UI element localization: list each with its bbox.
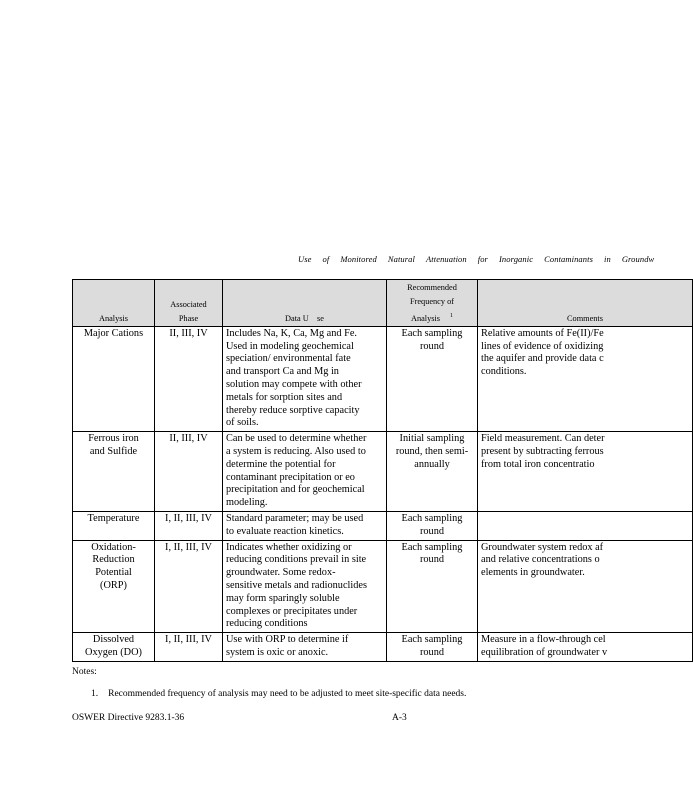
cell-line: Indicates whether oxidizing or xyxy=(226,541,352,553)
cell-line: round, then semi- xyxy=(395,445,469,457)
note-number: 1. xyxy=(91,689,99,699)
cell-line: Oxidation- xyxy=(91,541,136,553)
cell-frequency xyxy=(387,540,478,633)
cell-line: reducing conditions prevail in site xyxy=(226,554,367,566)
running-header-word: Inorganic xyxy=(498,254,534,264)
cell-data-use xyxy=(223,633,387,662)
cell-line: Reduction xyxy=(92,554,135,566)
cell-comments xyxy=(478,326,693,431)
cell-comments xyxy=(478,633,693,662)
cell-line: solution may compete with other xyxy=(226,378,362,390)
cell-data-use xyxy=(223,432,387,512)
cell-frequency xyxy=(387,432,478,512)
col-header-comments: Comments xyxy=(478,280,693,327)
note-text: Recommended frequency of analysis may need to be adjusted to meet site-specific data needs. xyxy=(108,689,467,699)
cell-line: (ORP) xyxy=(100,579,127,591)
cell-line: Measure in a flow-through cel xyxy=(481,634,606,646)
cell-line: Use with ORP to determine if xyxy=(226,634,349,646)
table-header-row xyxy=(73,280,693,327)
cell-line: from total iron concentratio xyxy=(481,458,595,470)
cell-phase: II, III, IV xyxy=(155,432,223,512)
cell-analysis xyxy=(73,540,155,633)
cell-line: to evaluate reaction kinetics. xyxy=(226,525,344,537)
cell-line: Includes Na, K, Ca, Mg and Fe. xyxy=(226,327,357,339)
cell-line: present by subtracting ferrous xyxy=(481,445,604,457)
footer-directive: OSWER Directive 9283.1-36 xyxy=(72,713,185,723)
cell-line: of soils. xyxy=(226,417,259,429)
cell-analysis xyxy=(73,511,155,540)
cell-line: precipitation and for geochemical xyxy=(226,484,365,496)
cell-line: Can be used to determine whether xyxy=(226,433,367,445)
parameters-table xyxy=(72,279,693,662)
table-row xyxy=(73,326,693,431)
cell-data-use xyxy=(223,540,387,633)
cell-line: Each sampling xyxy=(401,512,463,524)
running-header-word: Attenuation xyxy=(425,254,467,264)
cell-line: metals for sorption sites and xyxy=(226,391,343,403)
cell-line: Standard parameter; may be used xyxy=(226,512,364,524)
notes-label: Notes: xyxy=(72,667,97,677)
cell-line: the aquifer and provide data c xyxy=(481,353,604,365)
parameters-table-container xyxy=(72,279,618,658)
cell-phase: I, II, III, IV xyxy=(155,633,223,662)
cell-frequency xyxy=(387,511,478,540)
cell-line: Used in modeling geochemical xyxy=(226,340,354,352)
cell-frequency xyxy=(387,326,478,431)
cell-analysis xyxy=(73,633,155,662)
cell-line: conditions. xyxy=(481,366,527,378)
cell-data-use xyxy=(223,511,387,540)
cell-line: determine the potential for xyxy=(226,458,336,470)
cell-analysis xyxy=(73,326,155,431)
running-header-word: Use xyxy=(298,254,312,264)
running-header-word: for xyxy=(477,254,488,264)
cell-line: annually xyxy=(414,458,450,470)
cell-line: contaminant precipitation or eo xyxy=(226,471,355,483)
cell-line: sensitive metals and radionuclides xyxy=(226,579,367,591)
running-header xyxy=(298,254,655,268)
col-header-analysis: Analysis xyxy=(73,280,155,327)
cell-line: Each sampling xyxy=(401,327,463,339)
col-header-phase: Associated Phase xyxy=(155,280,223,327)
running-header-word: Groundw xyxy=(621,254,655,264)
table-row xyxy=(73,633,693,662)
table-row xyxy=(73,432,693,512)
footer-page-number: A-3 xyxy=(392,713,407,723)
cell-phase: I, II, III, IV xyxy=(155,540,223,633)
cell-line: and transport Ca and Mg in xyxy=(226,366,339,378)
cell-line: lines of evidence of oxidizing xyxy=(481,340,604,352)
col-header-data-use: Data U se xyxy=(223,280,387,327)
col-header-frequency: Recommended Frequency of Analysis $^1$ xyxy=(387,280,478,327)
cell-line: Potential xyxy=(95,567,132,579)
cell-line: modeling. xyxy=(226,497,268,509)
running-header-word: Contaminants xyxy=(544,254,593,264)
cell-comments xyxy=(478,540,693,633)
cell-line: Major Cations xyxy=(83,327,144,339)
cell-line: groundwater. Some redox- xyxy=(226,567,336,579)
cell-line: Relative amounts of Fe(II)/Fe xyxy=(481,327,604,339)
cell-line: Each sampling xyxy=(401,634,463,646)
table-row xyxy=(73,540,693,633)
cell-line: equilibration of groundwater v xyxy=(481,646,608,658)
cell-line: a system is reducing. Also used to xyxy=(226,445,366,457)
cell-data-use xyxy=(223,326,387,431)
cell-line: system is oxic or anoxic. xyxy=(226,646,329,658)
cell-line: speciation/ environmental fate xyxy=(226,353,351,365)
cell-frequency xyxy=(387,633,478,662)
cell-phase: I, II, III, IV xyxy=(155,511,223,540)
table-row xyxy=(73,511,693,540)
cell-line: Field measurement. Can deter xyxy=(481,433,605,445)
cell-line: round xyxy=(419,340,445,352)
cell-line: Oxygen (DO) xyxy=(85,646,142,658)
running-header-word: Natural xyxy=(387,254,415,264)
cell-line: elements in groundwater. xyxy=(481,567,585,579)
cell-line: Ferrous iron xyxy=(88,433,139,445)
cell-line: thereby reduce sorptive capacity xyxy=(226,404,360,416)
cell-line: Temperature xyxy=(87,512,140,524)
table-body xyxy=(73,326,693,661)
cell-line: round xyxy=(419,554,445,566)
cell-line: complexes or precipitates under xyxy=(226,605,358,617)
cell-analysis xyxy=(73,432,155,512)
cell-line: Initial sampling xyxy=(399,433,465,445)
cell-line: and relative concentrations o xyxy=(481,554,600,566)
cell-comments xyxy=(478,511,693,540)
cell-line: round xyxy=(419,525,445,537)
running-header-word: Monitored xyxy=(340,254,377,264)
running-header-word: of xyxy=(322,254,330,264)
cell-line: Groundwater system redox af xyxy=(481,541,604,553)
note-item xyxy=(91,689,466,699)
cell-line: may form sparingly soluble xyxy=(226,592,340,604)
cell-line: reducing conditions xyxy=(226,618,308,630)
cell-line: Dissolved xyxy=(92,634,135,646)
running-header-word: in xyxy=(604,254,611,264)
cell-line: Each sampling xyxy=(401,541,463,553)
cell-line: and Sulfide xyxy=(89,445,138,457)
footnote-marker: 1 xyxy=(450,313,454,319)
cell-comments xyxy=(478,432,693,512)
cell-phase: II, III, IV xyxy=(155,326,223,431)
cell-line: round xyxy=(419,646,445,658)
